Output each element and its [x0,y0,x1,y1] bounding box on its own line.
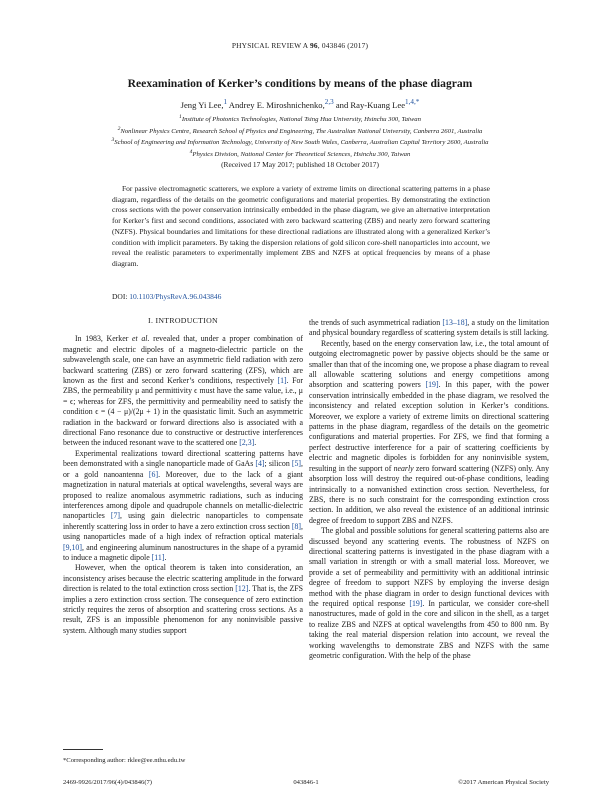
citation-link[interactable]: [4] [255,459,265,469]
paragraph: the trends of such asymmetrical radiation [13–18], a study on the limitation and physical boundary regardless of scattering system details is still lacking. [309,318,549,338]
footer-copyright: ©2017 American Physical Society [458,779,549,786]
citation-link[interactable]: [12] [235,584,249,594]
author: Andrey E. Miroshnichenko, [228,99,325,110]
abstract: For passive electromagnetic scatterers, we explore a variety of extreme limits on directional scattering patterns in a phase diagram, regardless of the details on the geometric configurations and material properties. By demonstrating the extinction cross sections with the power conservation intrinsically embedded in the phase diagram, we give an alternative interpretation for Kerker’s first and second conditions, associated with zero backward scattering (ZBS) and nearly zero forward scattering (NZFS). Physical boundaries and limitations for these directional radiations are illustrated along with a generalized Kerker’s condition with implicit parameters. By taking the dispersion relations of gold silicon core-shell nanoparticles into account, we reveal the realistic parameters to experimentally implement ZBS and NZFS at optical frequencies by means of a phase diagram. [112,184,490,268]
affiliation-link[interactable]: 1,4,* [405,98,420,106]
paper-title: Reexamination of Kerker’s conditions by means of the phase diagram [127,77,473,90]
doi-link[interactable]: 10.1103/PhysRevA.96.043846 [129,292,222,301]
article-number: 043846 (2017) [321,41,369,50]
citation-link[interactable]: [9,10] [63,542,82,552]
citation-link[interactable]: [13–18] [442,318,468,327]
citation-link[interactable]: [6] [148,469,159,479]
affiliation: $^3$School of Engineering and Information Technology, University of New South Wales, Canberra, Australian Capital Territory 2600, Australia [111,137,489,147]
paragraph: Recently, based on the energy conservation law, i.e., the total amount of outgoing electromagnetic power by passive objects should be the same or smaller than that of the incoming one, we propose a phase diagram to reveal all allowable scattering solutions and energy competitions among absorption and scattering powers [19]. In this paper, with the power conservation intrinsically embedded in the phase diagram, we resolved the inconsistency and related exception solution in Kerker’s conditions. Moreover, we explore a variety of extreme limits on directional scattering patterns in the phase diagram, regardless of the details on the geometric configurations and material properties. For ZFS, we find that forming a perfect destructive interference for a pair of scattering coefficients by electric and magnetic dipoles is forbidden for any noninvisible system, resulting in the support of nearly zero forward scattering (NZFS) only. Any absorption loss will destroy the required out-of-phase conditions, leading intrinsically to a nonvanished extinction cross section. Nevertheless, for ZBS, there is no such constraint for the corresponding extinction cross section. In addition, we also reveal the existence of an additional intrinsic degree of freedom to support ZBS and NZFS. [309,338,549,525]
page-number: 043846-1 [293,779,319,786]
doi-label: DOI: [112,292,128,301]
journal-name: PHYSICAL REVIEW A [231,41,308,50]
section-heading: I. INTRODUCTION [148,316,218,325]
doi-line [112,292,490,301]
corresponding-author-footnote: *Corresponding author: rklee@ee.nthu.edu.tw [63,757,186,764]
citation-link[interactable]: [1] [277,376,287,386]
journal-volume: 96 [309,41,318,50]
citation-link[interactable]: [19] [425,380,439,390]
paragraph: In 1983, Kerker et al. revealed that, under a proper combination of magnetic and electric dipoles of a magneto-dielectric particle on the subwavelength scale, one can have an asymmetric field radiation with zero backward scattering (ZBS) or zero forward scattering (ZFS), which are known as the first and second Kerker’s conditions, respectively [1]. For ZBS, the permeability μ and permittivity ϵ must have the same value, i.e., μ = ϵ; whereas for ZFS, the permittivity and permeability need to satisfy the condition ϵ = (4 − μ)/(2μ + 1) in the quasistatic limit. Such an asymmetric radiation in the backward or forward directions also is associated with a directional Fano resonance due to constructive or destructive interferences between the induced resonant wave to the scattered one [2,3]. [63,334,303,448]
footnote-divider [63,749,103,750]
affiliation: $^2$Nonlinear Physics Centre, Research School of Physics and Engineering, The Australian National University, Canberra 2601, Australia [117,125,483,135]
footer-issn: 2469-9926/2017/96(4)/043846(7) [63,779,153,786]
citation-link[interactable]: [7] [110,511,121,521]
citation-link[interactable]: [19] [409,598,423,608]
affiliation-link[interactable]: 1 [223,98,228,106]
citation-link[interactable]: [11] [151,552,165,562]
affiliations [20,113,580,160]
left-column [63,316,303,636]
affiliation: $^4$Physics Division, National Center for Theoretical Sciences, Hsinchu 300, Taiwan [189,148,411,159]
citation-link[interactable]: [5] [291,459,302,469]
author: and Ray-Kuang Lee [335,99,406,110]
author-list [40,98,560,110]
affiliation-link[interactable]: 2,3 [324,98,334,106]
journal-header: PHYSICAL REVIEW A 96, 043846 (2017) [231,41,369,50]
paragraph: The global and possible solutions for general scattering patterns also are discussed beyond any scattering events. The robustness of NZFS on directional scattering patterns is investigated in the phase diagram with a small variation in strength or with a small material loss. Moreover, we provide a set of permeability and permittivity with an additional intrinsic degree of freedom to support NZFS by employing the inverse design method with the phase diagram in order to design functional devices with the required optical response [19]. In particular, we consider core-shell nanostructures, made of gold in the core and silicon in the shell, as a target to realize ZBS and NZFS at optical wavelengths from 450 to 800 nm. By taking the real material dispersion relation into account, we reveal the working wavelengths to demonstrate ZBS and NZFS with the same geometric configuration. With the help of the phase [309,526,550,660]
affiliation: $^1$Institute of Photonics Technologies, National Tsing Hua University, Hsinchu 300, Taiwan [179,114,421,124]
received-dates: (Received 17 May 2017; published 18 October 2017) [221,160,379,169]
author: Jeng Yi Lee, [180,99,224,110]
citation-link[interactable]: [2,3] [239,438,255,448]
paragraph: Experimental realizations toward directional scattering patterns have been demonstrated with a single nanoparticle made of GaAs [4]; silicon [5], or a gold nanoantenna [6]. Moreover, due to the lack of a giant magnetization in natural materials at optical wavelengths, several ways are proposed to realize anomalous asymmetric radiations, such as inducing interferences among dipole and quadrupole channels on metallic-dielectric nanoparticles [7], using gain dielectric nanoparticles to compensate inherently scattering loss in order to have a zero extinction cross section [8], using nanoparticles made of a high index of refraction optical materials [9,10], and engineering aluminum nanostructures in the shape of a pyramid to induce a magnetic dipole [11]. [63,448,303,562]
right-column [309,318,549,661]
citation-link[interactable]: [8] [291,521,302,531]
paragraph: However, when the optical theorem is taken into consideration, an inconsistency arises because the electric scattering amplitude in the forward direction is related to the total extinction cross section [12]. That is, the ZFS implies a zero extinction cross section. The consequence of zero extinction strictly requires the zeros of absorption and scattering cross sections. As a result, ZFS is an impossible phenomenon for any noninvisible passive system. Although many studies support [63,563,303,635]
